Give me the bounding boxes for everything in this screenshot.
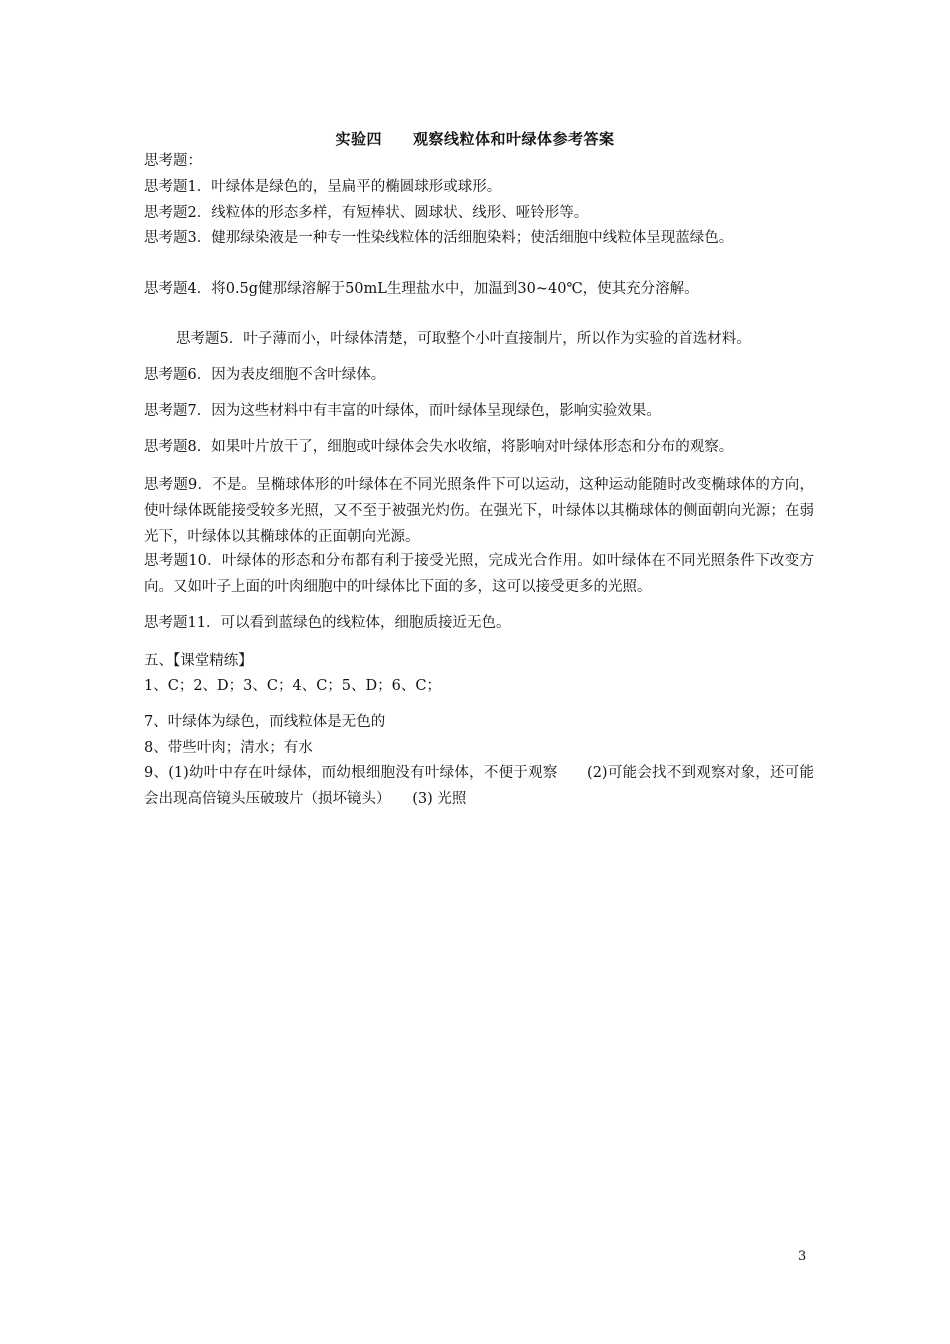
answers-1-6: 1、C；2、D；3、C；4、C；5、D；6、C； <box>144 678 441 694</box>
answer-7: 7、叶绿体为绿色，而线粒体是无色的 <box>144 714 386 730</box>
question-1: 思考题1．叶绿体是绿色的，呈扁平的椭圆球形或球形。 <box>144 179 502 195</box>
question-6: 思考题6．因为表皮细胞不含叶绿体。 <box>144 367 386 383</box>
question-11: 思考题11．可以看到蓝绿色的线粒体，细胞质接近无色。 <box>144 615 511 631</box>
document-title: 实验四 观察线粒体和叶绿体参考答案 <box>335 130 615 148</box>
page-number: 3 <box>798 1249 807 1264</box>
question-9: 思考题9．不是。呈椭球体形的叶绿体在不同光照条件下可以运动，这种运动能随时改变椭球体的方向，使叶绿体既能接受较多光照，又不至于被强光灼伤。在强光下，叶绿体以其椭球体的侧面朝向光源；在弱光下，叶绿体以其椭球体的正面朝向光源。 <box>144 477 814 545</box>
answer-8: 8、带些叶肉；清水；有水 <box>144 740 313 756</box>
question-8: 思考题8．如果叶片放干了，细胞或叶绿体会失水收缩，将影响对叶绿体形态和分布的观察。 <box>144 439 734 455</box>
question-2: 思考题2．线粒体的形态多样，有短棒状、圆球状、线形、哑铃形等。 <box>144 205 589 221</box>
question-3: 思考题3．健那绿染液是一种专一性染线粒体的活细胞染料；使活细胞中线粒体呈现蓝绿色。 <box>144 230 734 246</box>
question-4: 思考题4．将0.5g健那绿溶解于50mL生理盐水中，加温到30~40℃，使其充分溶解。 <box>144 281 699 297</box>
section-label: 思考题： <box>144 153 202 169</box>
answer-9: 9、(1)幼叶中存在叶绿体，而幼根细胞没有叶绿体，不便于观察 (2)可能会找不到观察对象，还可能会出现高倍镜头压破玻片（损坏镜头） (3) 光照 <box>144 765 814 807</box>
question-7: 思考题7．因为这些材料中有丰富的叶绿体，而叶绿体呈现绿色，影响实验效果。 <box>144 403 661 419</box>
practice-heading: 五、【课堂精练】 <box>144 653 253 669</box>
question-10: 思考题10．叶绿体的形态和分布都有利于接受光照，完成光合作用。如叶绿体在不同光照条件下改变方向。又如叶子上面的叶肉细胞中的叶绿体比下面的多，这可以接受更多的光照。 <box>144 553 814 595</box>
question-5: 思考题5．叶子薄而小，叶绿体清楚，可取整个小叶直接制片，所以作为实验的首选材料。 <box>176 331 751 347</box>
